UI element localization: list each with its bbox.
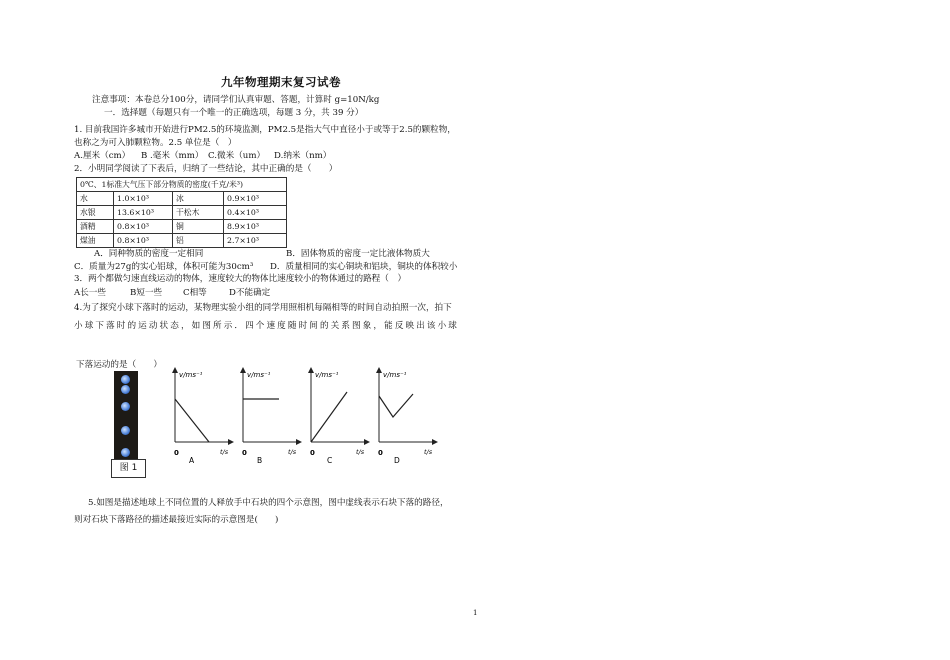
- table-cell: 干松木: [173, 206, 224, 220]
- axis-x-label: t/s: [288, 448, 297, 456]
- q1-line2: 也称之为可入肺颗粒物。2.5 单位是（ ）: [74, 138, 237, 148]
- exam-title: 九年物理期末复习试卷: [221, 75, 341, 89]
- page-number: 1: [473, 609, 478, 617]
- q2-option-b: B．固体物质的密度一定比液体物质大: [286, 249, 430, 259]
- graph-label-d: D: [394, 456, 400, 465]
- q1-option-a: A.厘米（cm）: [74, 151, 131, 161]
- table-cell: 水: [77, 192, 114, 206]
- graph-line: [311, 392, 347, 442]
- q3-option-b: B短一些: [130, 288, 163, 298]
- notice-text: 注意事项：本卷总分100分，请同学们认真审题、答题，计算时 g=10N/kg: [92, 95, 380, 105]
- section-heading: 一．选择题（每题只有一个唯一的正确选项，每题 3 分，共 39 分）: [104, 108, 364, 118]
- table-cell: 酒精: [77, 220, 114, 234]
- q4-line2: 小球下落时的运动状态，如图所示．四个速度随时间的关系图象，能反映出该小球: [74, 321, 459, 331]
- graph-label-c: C: [327, 456, 333, 465]
- ball-image: [121, 385, 130, 394]
- graph-b: [242, 370, 299, 465]
- axis-x-label: t/s: [424, 448, 433, 456]
- graph-c: [310, 370, 367, 465]
- ball-image: [121, 448, 130, 457]
- table-cell: 13.6×10³: [114, 206, 173, 220]
- table-cell: 0.8×10³: [114, 234, 173, 248]
- table-cell: 2.7×10³: [224, 234, 287, 248]
- table-cell: 冰: [173, 192, 224, 206]
- axis-x-label: t/s: [356, 448, 365, 456]
- ball-image: [121, 426, 130, 435]
- table-cell: 1.0×10³: [114, 192, 173, 206]
- q2-stem: 2．小明同学阅读了下表后，归纳了一些结论，其中正确的是（ ）: [74, 164, 338, 174]
- table-cell: 煤油: [77, 234, 114, 248]
- q3-stem: 3．两个都做匀速直线运动的物体，速度较大的物体比速度较小的物体通过的路程（ ）: [74, 274, 407, 284]
- falling-ball-photo: [114, 371, 138, 459]
- density-table: [76, 177, 287, 248]
- ball-image: [121, 375, 130, 384]
- q3-option-a: A长一些: [74, 288, 106, 298]
- ball-image: [121, 402, 130, 411]
- q1-line1: 1. 目前我国许多城市开始进行PM2.5的环境监测，PM2.5是指大气中直径小于或等于2.5的颗粒物，: [74, 125, 456, 135]
- axis-y-label: v/ms⁻¹: [247, 371, 271, 379]
- table-row: [77, 192, 287, 206]
- table-row: [77, 234, 287, 248]
- graph-label-a: A: [189, 456, 195, 465]
- table-row: [77, 220, 287, 234]
- q1-option-c: C.微米（um）: [208, 151, 266, 161]
- table-cell: 0.4×10³: [224, 206, 287, 220]
- table-header-row: [77, 178, 287, 192]
- velocity-time-graphs: [165, 362, 445, 472]
- graph-line: [175, 399, 209, 442]
- axis-y-label: v/ms⁻¹: [315, 371, 339, 379]
- graph-label-b: B: [257, 456, 263, 465]
- table-row: [77, 206, 287, 220]
- figure-label: 图 1: [111, 459, 146, 478]
- table-cell: 8.9×10³: [224, 220, 287, 234]
- table-cell: 水银: [77, 206, 114, 220]
- q2-option-a: A．同种物质的密度一定相同: [94, 249, 204, 259]
- origin-label: 0: [378, 449, 383, 457]
- table-cell: 0.8×10³: [114, 220, 173, 234]
- table-cell: 铝: [173, 234, 224, 248]
- q3-option-c: C相等: [183, 288, 207, 298]
- axis-x-label: t/s: [220, 448, 229, 456]
- graph-d: [378, 370, 435, 465]
- q4-line3: 下落运动的是（ ）: [76, 360, 162, 370]
- q2-option-c: C．质量为27g的实心铝球，体积可能为30cm³: [74, 262, 254, 272]
- axis-y-label: v/ms⁻¹: [383, 371, 407, 379]
- q1-option-d: D.纳米（nm）: [274, 151, 332, 161]
- q5-line1: 5.如图是描述地球上不同位置的人释放手中石块的四个示意图，图中虚线表示石块下落的路径，: [88, 498, 449, 508]
- table-header: 0℃、1标准大气压下部分物质的密度(千克/米³): [77, 178, 287, 192]
- origin-label: 0: [242, 449, 247, 457]
- table-cell: 铜: [173, 220, 224, 234]
- q1-option-b: B .毫米（mm）: [141, 151, 204, 161]
- origin-label: 0: [174, 449, 179, 457]
- q4-line1: 4.为了探究小球下落时的运动，某物理实验小组的同学用照相机每隔相等的时间自动拍照一次，拍下: [74, 303, 452, 313]
- origin-label: 0: [310, 449, 315, 457]
- axis-y-label: v/ms⁻¹: [179, 371, 203, 379]
- table-cell: 0.9×10³: [224, 192, 287, 206]
- q2-option-d: D．质量相同的实心铜块和铝块，铜块的体积较小: [270, 262, 458, 272]
- q5-line2: 则对石块下落路径的描述最接近实际的示意图是( ): [74, 515, 279, 525]
- graph-a: [174, 370, 231, 465]
- q3-option-d: D不能确定: [229, 288, 271, 298]
- graph-line: [379, 394, 413, 417]
